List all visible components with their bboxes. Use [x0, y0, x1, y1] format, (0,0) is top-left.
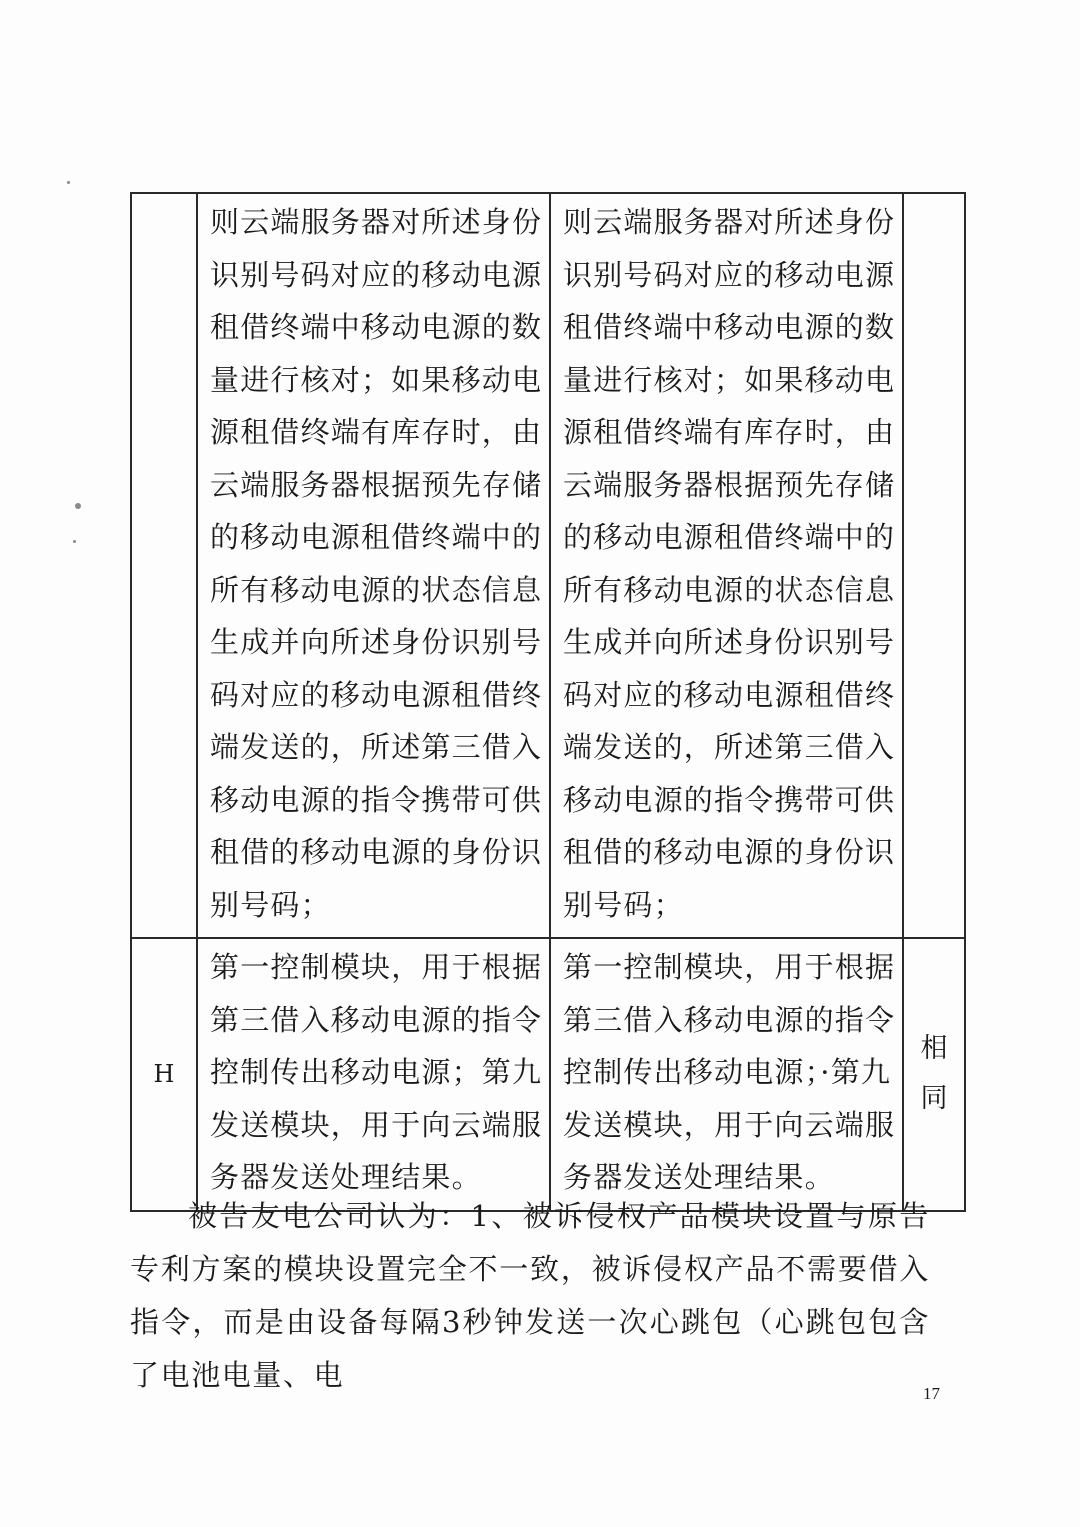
product-feature-cell: 第一控制模块，用于根据第三借入移动电源的指令控制传出移动电源；·第九发送模块，用于向云端服务器发送处理结果。	[550, 938, 903, 1211]
feature-id-cell: H	[131, 938, 197, 1211]
scan-speck	[75, 503, 81, 509]
patent-feature-cell: 则云端服务器对所述身份识别号码对应的移动电源租借终端中移动电源的数量进行核对；如果移动电源租借终端有库存时，由云端服务器根据预先存储的移动电源租借终端中的所有移动电源的状态信息生成并向所述身份识别号码对应的移动电源租借终端发送的，所述第三借入移动电源的指令携带可供租借的移动电源的身份识别号码；	[197, 193, 550, 938]
body-paragraph: 被告友电公司认为：1、被诉侵权产品模块设置与原告专利方案的模块设置完全不一致，被诉侵权产品不需要借入指令，而是由设备每隔3秒钟发送一次心跳包（心跳包包含了电池电量、电	[130, 1199, 930, 1392]
comparison-table	[130, 192, 966, 1212]
table-row	[131, 938, 965, 1211]
page-number: 17	[923, 1384, 940, 1403]
comparison-result-cell	[903, 193, 965, 938]
comparison-result-text: 相同	[920, 1033, 948, 1115]
table-row	[131, 193, 965, 938]
product-feature-cell: 则云端服务器对所述身份识别号码对应的移动电源租借终端中移动电源的数量进行核对；如果移动电源租借终端有库存时，由云端服务器根据预先存储的移动电源租借终端中的所有移动电源的状态信息生成并向所述身份识别号码对应的移动电源租借终端发送的，所述第三借入移动电源的指令携带可供租借的移动电源的身份识别号码；	[550, 193, 903, 938]
comparison-result-cell	[903, 938, 965, 1211]
patent-feature-cell: 第一控制模块，用于根据第三借入移动电源的指令控制传出移动电源；第九发送模块，用于向云端服务器发送处理结果。	[197, 938, 550, 1211]
feature-id-cell	[131, 193, 197, 938]
scan-speck	[67, 181, 70, 184]
scan-speck	[73, 540, 76, 543]
